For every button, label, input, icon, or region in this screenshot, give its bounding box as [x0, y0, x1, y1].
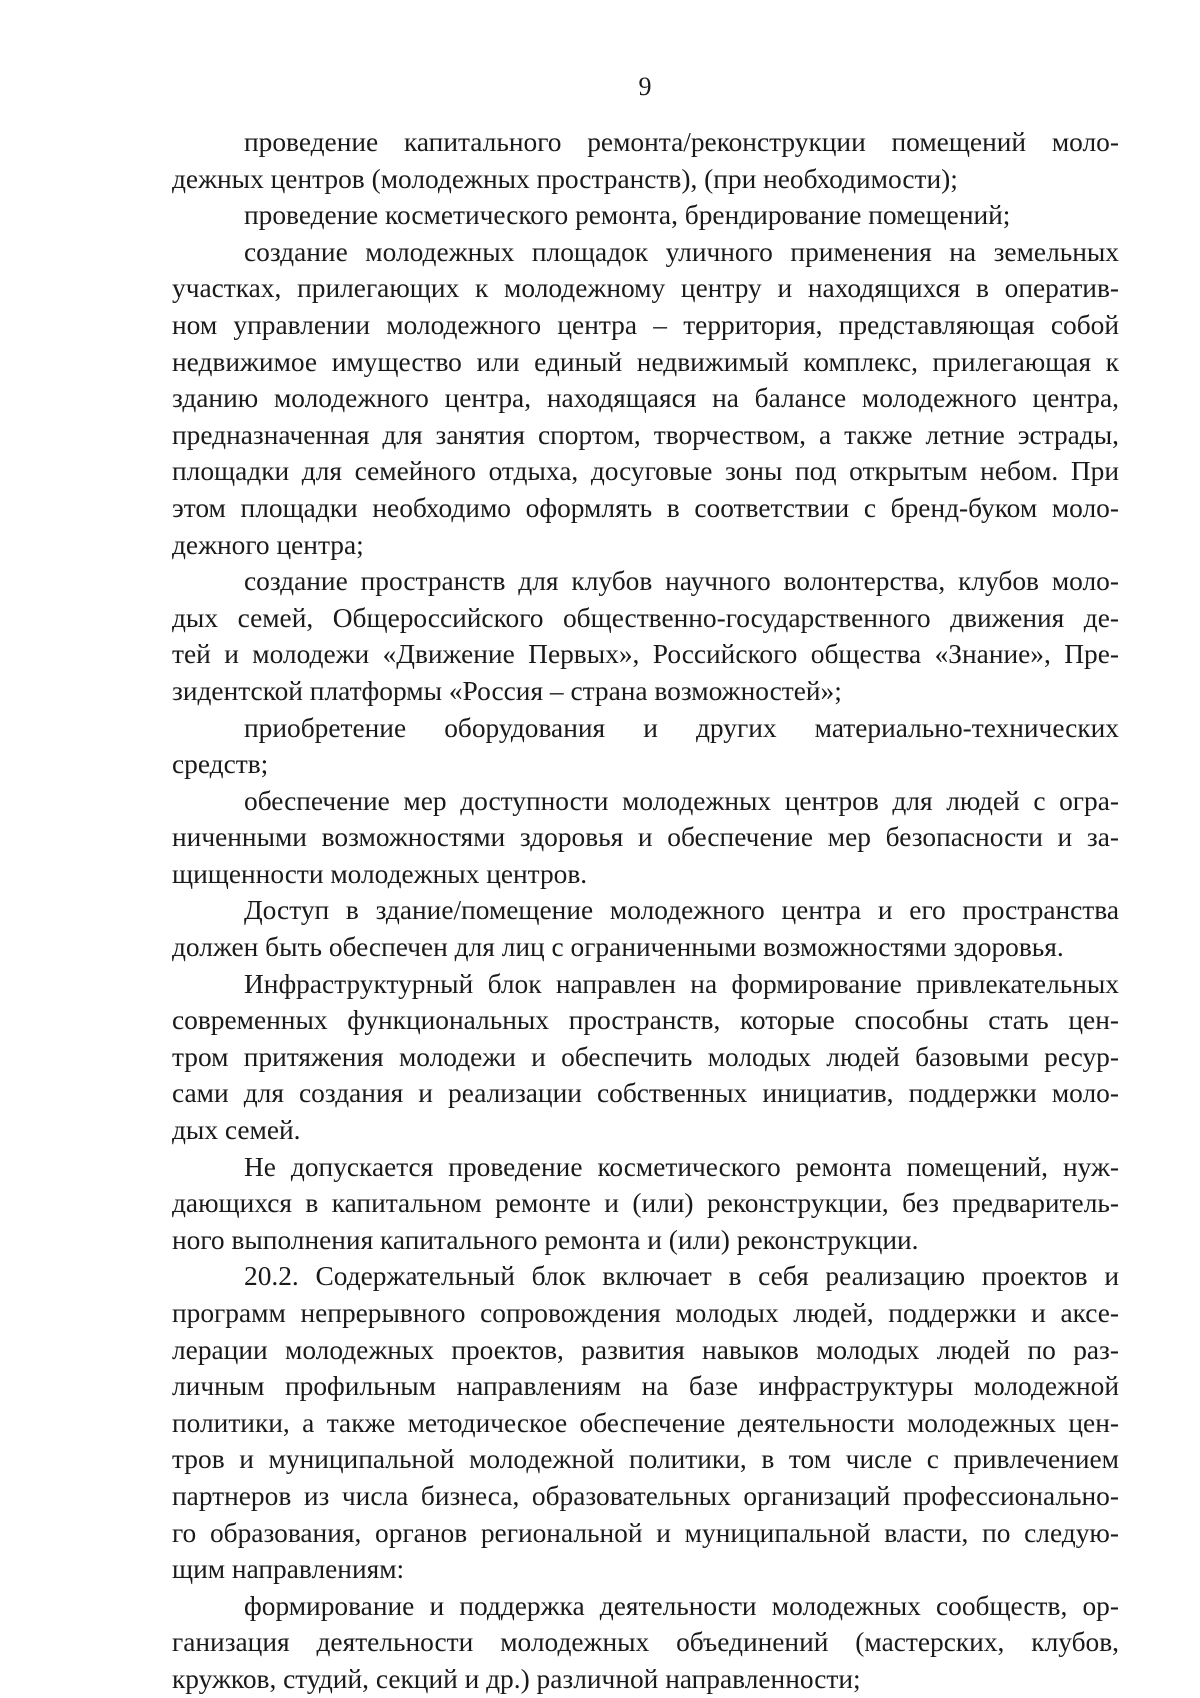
text-line: Инфраструктурный блок направлен на формирование привлекательных [244, 968, 1119, 999]
text-line: зидентской платформы «Россия – страна возможностей»; [172, 675, 842, 706]
paragraph [172, 783, 1119, 893]
text-line: недвижимое имущество или единый недвижимый комплекс, прилегающая к [172, 346, 1119, 377]
text-line: дых семей, Общероссийского общественно-государственного движения де- [172, 602, 1119, 633]
text-line: щим направлениям: [172, 1554, 405, 1585]
text-line: дых семей. [172, 1115, 301, 1146]
text-line: сами для создания и реализации собственных инициатив, поддержки моло- [172, 1078, 1119, 1109]
paragraph [172, 966, 1119, 1149]
text-line: программ непрерывного сопровождения молодых людей, поддержки и аксе- [172, 1298, 1119, 1328]
text-line: участках, прилегающих к молодежному центру и находящихся в оператив- [172, 273, 1119, 304]
text-line: обеспечение мер доступности молодежных центров для людей с огра- [244, 785, 1119, 816]
paragraph [172, 710, 1119, 783]
text-line: кружков, студий, секций и др.) различной направленности; [172, 1663, 861, 1694]
text-line: щищенности молодежных центров. [172, 858, 588, 889]
text-line: ганизация деятельности молодежных объединений (мастерских, клубов, [172, 1627, 1119, 1658]
text-line: политики, а также методическое обеспечение деятельности молодежных цен- [172, 1407, 1119, 1438]
text-line: Не допускается проведение косметического ремонта помещений, нуж- [244, 1151, 1119, 1182]
text-line: приобретение оборудования и других материально-технических [244, 712, 1119, 743]
text-line: этом площадки необходимо оформлять в соответствии с бренд-буком моло- [172, 492, 1119, 523]
paragraph [172, 124, 1119, 197]
text-line: площадки для семейного отдыха, досуговые зоны под открытым небом. При [172, 456, 1119, 487]
paragraph [172, 1588, 1119, 1698]
text-line: зданию молодежного центра, находящаяся на балансе молодежного центра, [172, 383, 1119, 414]
text-line: создание молодежных площадок уличного применения на земельных [244, 236, 1119, 267]
text-line: ного выполнения капитального ремонта и (или) реконструкции. [172, 1224, 919, 1255]
text-line: го образования, органов региональной и муниципальной власти, по следую- [172, 1517, 1119, 1548]
paragraph [172, 1149, 1119, 1259]
text-line: должен быть обеспечен для лиц с ограниченными возможностями здоровья. [172, 932, 1064, 963]
text-line: лерации молодежных проектов, развития навыков молодых людей по раз- [172, 1334, 1119, 1365]
paragraph [172, 563, 1119, 709]
text-line: партнеров из числа бизнеса, образовательных организаций профессионально- [172, 1480, 1119, 1511]
page-number: 9 [638, 72, 652, 101]
paragraph [172, 1258, 1119, 1587]
text-line: проведение косметического ремонта, брендирование помещений; [244, 200, 1011, 231]
text-line: дающихся в капитальном ремонте и (или) реконструкции, без предваритель- [172, 1188, 1119, 1219]
document-body [172, 124, 1119, 1698]
text-line: 20.2. Содержательный блок включает в себя реализацию проектов и [244, 1261, 1119, 1292]
text-line: ниченными возможностями здоровья и обеспечение мер безопасности и за- [172, 822, 1119, 853]
paragraph [172, 892, 1119, 965]
text-line: ном управлении молодежного центра – территория, представляющая собой [172, 309, 1119, 340]
text-line: тров и муниципальной молодежной политики, в том числе с привлечением [172, 1444, 1119, 1475]
text-line: дежного центра; [172, 529, 364, 560]
text-line: проведение капитального ремонта/реконструкции помещений моло- [244, 127, 1119, 157]
paragraph [172, 197, 1119, 234]
text-line: формирование и поддержка деятельности молодежных сообществ, ор- [244, 1590, 1119, 1621]
text-line: Доступ в здание/помещение молодежного центра и его пространства [244, 895, 1119, 926]
text-line: средств; [172, 749, 269, 780]
text-line: тром притяжения молодежи и обеспечить молодых людей базовыми ресур- [172, 1041, 1119, 1072]
text-line: современных функциональных пространств, которые способны стать цен- [172, 1005, 1119, 1036]
text-line: создание пространств для клубов научного волонтерства, клубов моло- [244, 566, 1119, 597]
text-line: личным профильным направлениям на базе инфраструктуры молодежной [172, 1371, 1119, 1402]
text-line: предназначенная для занятия спортом, творчеством, а также летние эстрады, [172, 419, 1119, 450]
text-line: дежных центров (молодежных пространств), (при необходимости); [172, 163, 958, 194]
paragraph [172, 234, 1119, 563]
text-line: тей и молодежи «Движение Первых», Российского общества «Знание», Пре- [172, 639, 1119, 670]
